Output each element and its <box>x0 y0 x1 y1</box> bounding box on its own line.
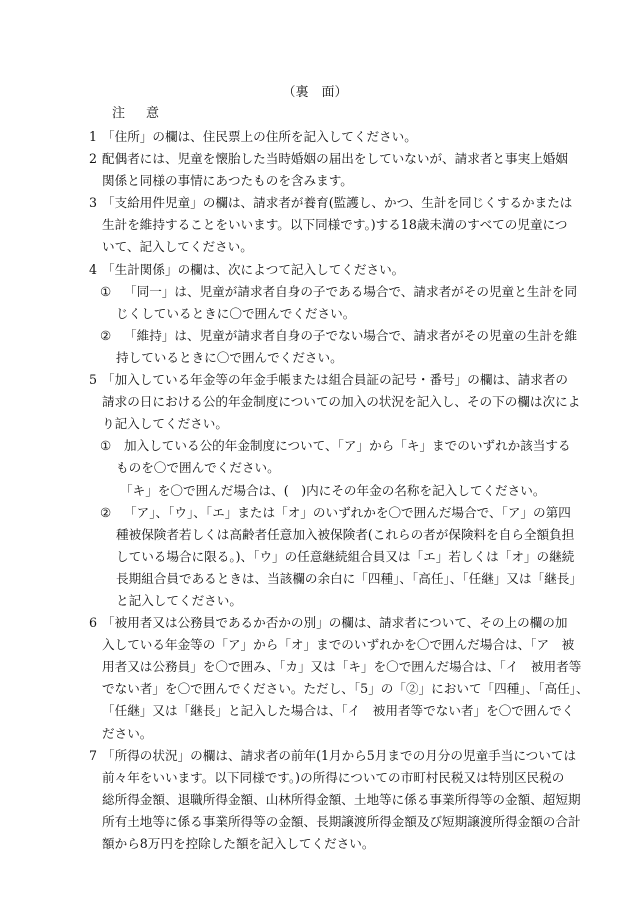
sub-line: している場合に限る。)、「ウ」の任意継続組合員又は「エ」若しくは「オ」の継続 <box>116 548 575 564</box>
sub-number: ① <box>100 438 112 454</box>
note-line: ださい。 <box>102 725 153 741</box>
note-line: 「支給用件児童」の欄は、請求者が養育(監護し、かつ、生計を同じくするかまたは <box>102 195 573 211</box>
note-line: 関係と同様の事情にあつたものを含みます。 <box>102 173 353 189</box>
sub-item-4-2 <box>0 325 630 369</box>
note-number: 2 <box>89 151 98 167</box>
sub-line: 持しているときに〇で囲んでください。 <box>116 349 343 365</box>
note-line: 「所得の状況」の欄は、請求者の前年(1月から5月までの月分の児童手当については <box>102 747 577 763</box>
sub-line: じくしているときに〇で囲んでください。 <box>116 305 356 321</box>
sub-item-5-1 <box>0 435 630 501</box>
note-line: 生計を維持することをいいます。以下同様です。)する18歳未満のすべての児童につ <box>102 217 568 233</box>
note-item-6 <box>0 612 630 745</box>
note-line: 「加入している年金等の年金手帳または組合員証の記号・番号」の欄は、請求者の <box>102 372 568 388</box>
note-item-3 <box>0 192 630 258</box>
sub-line: 「同一」は、児童が請求者自身の子である場合で、請求者がその児童と生計を同 <box>124 283 578 299</box>
note-line: 配偶者には、児童を懐胎した当時婚姻の届出をしていないが、請求者と事実上婚姻 <box>102 151 568 167</box>
note-line: 「被用者又は公務員であるか否かの別」の欄は、請求者について、その上の欄の加 <box>102 615 568 631</box>
sub-line: 種被保険者若しくは高齢者任意加入被保険者(これらの者が保険料を自ら全額負担 <box>116 526 575 542</box>
sub-item-4-1 <box>0 281 630 325</box>
sub-line: 長期組合員であるときは、当該欄の余白に「四種」、「高任」、「任継」又は「継長」 <box>116 570 582 586</box>
note-number: 6 <box>89 615 98 631</box>
sub-line: 「ア」、「ウ」、「エ」または「オ」のいずれかを〇で囲んだ場合で、「ア」の第四 <box>124 504 571 520</box>
sub-line: ものを〇で囲んでください。 <box>116 460 280 476</box>
sub-number: ② <box>100 327 112 343</box>
note-line: でない者」を〇で囲んでください。ただし、「5」の「②」において「四種」、「高任」、 <box>102 681 589 697</box>
note-line: 総所得金額、退職所得金額、山林所得金額、土地等に係る事業所得等の金額、超短期 <box>102 791 581 807</box>
note-line: 「生計関係」の欄は、次によつて記入してください。 <box>102 261 405 277</box>
note-line: いて、記入してください。 <box>102 239 253 255</box>
note-line: り記入してください。 <box>102 416 228 432</box>
sub-number: ① <box>100 283 112 299</box>
note-number: 7 <box>89 747 98 763</box>
note-number: 3 <box>89 195 98 211</box>
sub-line: と記入してください。 <box>116 592 242 608</box>
note-line: 所有土地等に係る事業所得等の金額、長期譲渡所得金額及び短期譲渡所得金額の合計 <box>102 813 581 829</box>
note-line: 前々年をいいます。以下同様です。)の所得についての市町村民税又は特別区民税の <box>102 769 565 785</box>
note-item-7 <box>0 745 630 855</box>
sub-note-line: 「キ」を〇で囲んだ場合は、( )内にその年金の名称を記入してください。 <box>120 482 546 498</box>
sub-line: 「維持」は、児童が請求者自身の子でない場合で、請求者がその児童の生計を維 <box>124 327 578 343</box>
note-item-1 <box>0 126 630 148</box>
note-number: 4 <box>89 261 98 277</box>
note-item-5 <box>0 369 630 612</box>
notes-body <box>0 126 630 855</box>
notes-title: 注 意 <box>112 106 164 121</box>
note-line: 「任継」又は「継長」と記入した場合は、「イ 被用者等でない者」を〇で囲んでく <box>102 703 575 719</box>
note-line: 額から8万円を控除した額を記入してください。 <box>102 836 375 851</box>
note-number: 5 <box>89 372 98 388</box>
sub-item-5-2 <box>0 502 630 612</box>
note-line: 用者又は公務員」を〇で囲み、「カ」又は「キ」を〇で囲んだ場合は、「イ 被用者等 <box>102 659 582 675</box>
sub-line: 加入している公的年金制度について、「ア」から「キ」までのいずれか該当する <box>124 438 571 454</box>
note-item-4 <box>0 259 630 369</box>
page-heading: （裏 面） <box>282 85 348 100</box>
note-number: 1 <box>89 129 98 144</box>
note-item-2 <box>0 148 630 192</box>
sub-number: ② <box>100 504 112 520</box>
note-line: 請求の日における公的年金制度についての加入の状況を記入し、その下の欄は次によ <box>102 394 581 410</box>
note-line: 入している年金等の「ア」から「オ」までのいずれかを〇で囲んだ場合は、「ア 被 <box>102 637 575 653</box>
note-line: 「住所」の欄は、住民票上の住所を記入してください。 <box>102 129 417 144</box>
